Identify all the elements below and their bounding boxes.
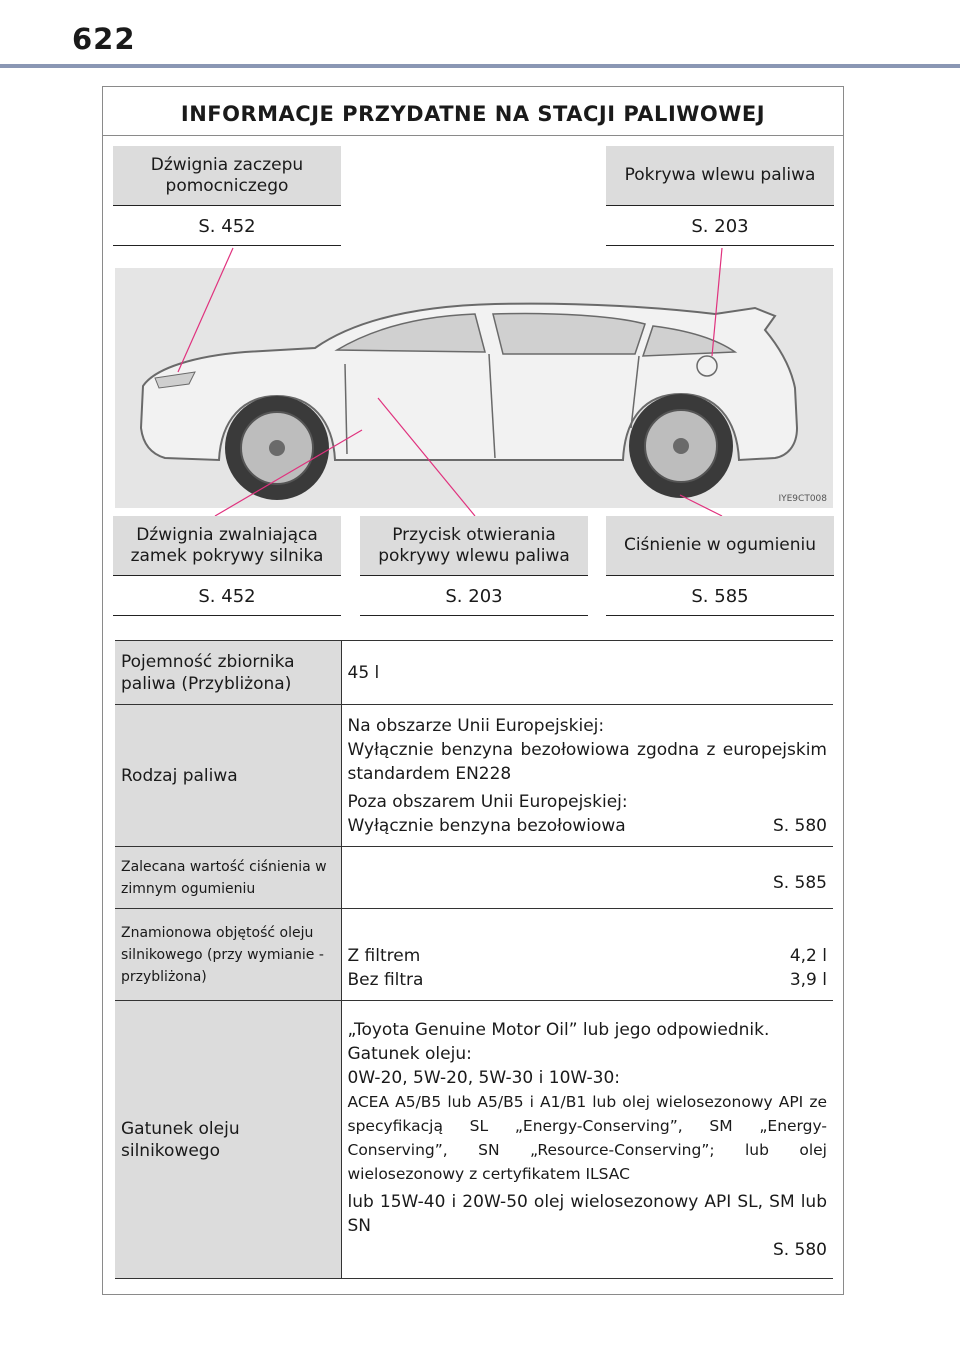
illustration-code: IYE9CT008 [778,494,827,504]
page-reference[interactable]: S. 580 [772,1239,827,1260]
oil-without-filter-value: 3,9 l [789,969,827,990]
callout-fuel-door [606,146,834,246]
oil-grade-line: 0W-20, 5W-20, 5W-30 i 10W-30: [347,1067,620,1088]
spec-label: Rodzaj paliwa [115,705,341,847]
spec-label: Znamionowa objętość oleju silnikowego (przy wymianie - przybliżona) [115,909,341,1001]
callout-auxiliary-lever [113,146,341,246]
callout-label: Dźwignia zwalniająca zamek pokrywy silnika [113,516,341,576]
oil-grade-line: lub 15W-40 i 20W-50 olej wielosezonowy API SL, SM lub SN [347,1191,827,1236]
page-number: 622 [72,22,136,56]
callout-tire-pressure [606,516,834,616]
table-row [115,705,833,847]
spec-label: Gatunek oleju silnikowego [115,1001,341,1279]
spec-label: Zalecana wartość ciśnienia w zimnym ogumieniu [115,847,341,909]
spec-label: Pojemność zbiornika paliwa (Przybliżona) [115,641,341,705]
callout-label: Ciśnienie w ogumieniu [606,516,834,576]
table-row [115,641,833,705]
fuel-eu-heading: Na obszarze Unii Europejskiej: [347,715,605,736]
fuel-non-eu-heading: Poza obszarem Unii Europejskiej: [347,791,628,812]
oil-grade-line: Gatunek oleju: [347,1043,472,1064]
page-reference[interactable]: S. 203 [606,206,834,246]
callout-label: Pokrywa wlewu paliwa [606,146,834,206]
header-rule [0,64,960,68]
page-reference[interactable]: S. 580 [772,815,827,836]
page-reference[interactable]: S. 452 [113,576,341,616]
page-reference[interactable]: S. 452 [113,206,341,246]
fuel-eu-text: Wyłącznie benzyna bezołowiowa zgodna z europejskim standardem EN228 [347,739,827,784]
car-side-view [115,268,833,508]
section-title: INFORMACJE PRZYDATNE NA STACJI PALIWOWEJ [102,86,844,136]
callout-fuel-door-button [360,516,588,616]
fuel-non-eu-text: Wyłącznie benzyna bezołowiowa [347,815,626,836]
callout-label: Przycisk otwierania pokrywy wlewu paliwa [360,516,588,576]
table-row [115,909,833,1001]
callout-label: Dźwignia zaczepu pomocniczego [113,146,341,206]
oil-without-filter-label: Bez filtra [347,969,424,990]
oil-grade-line: „Toyota Genuine Motor Oil” lub jego odpowiednik. [347,1019,770,1040]
oil-with-filter-value: 4,2 l [789,945,827,966]
table-row [115,1001,833,1279]
oil-grade-line: ACEA A5/B5 lub A5/B5 i A1/B1 lub olej wielosezonowy API ze specyfikacją SL „Energy-Conserving”, SM „Energy-Conserving”, SN „Resource-Conserving”; lub olej wielosezonowy z certyfikatem ILSAC [347,1092,827,1183]
specs-table [115,640,833,1279]
callout-hood-release [113,516,341,616]
spec-value: 45 l [347,662,380,683]
car-illustration [115,268,833,508]
table-row [115,847,833,909]
page-reference[interactable]: S. 585 [772,872,827,893]
page-reference[interactable]: S. 585 [606,576,834,616]
page-reference[interactable]: S. 203 [360,576,588,616]
oil-with-filter-label: Z filtrem [347,945,421,966]
